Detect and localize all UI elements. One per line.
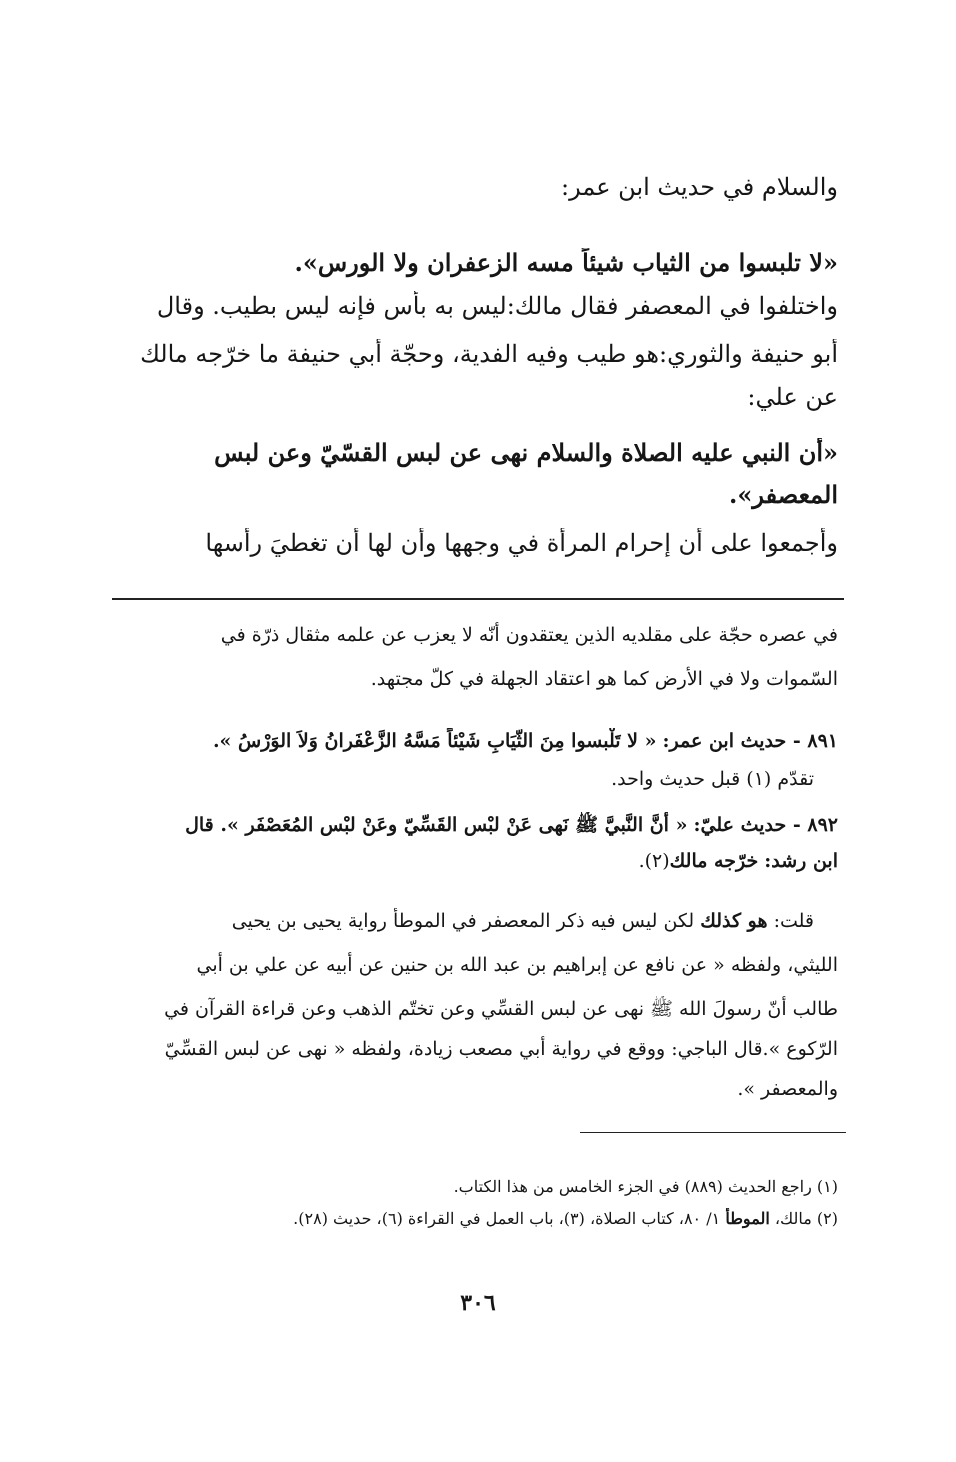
hadith-891: [213, 728, 838, 754]
main-line-5: عن علي:: [747, 383, 838, 411]
main-line-3: واختلفوا في المعصفر فقال مالك:ليس به بأس فإنه ليس بطيب. وقال: [156, 292, 838, 320]
hadith-quote-ibn-umar: «لا تلبسوا من الثياب شيئاً مسه الزعفران ولا الورس».: [294, 248, 838, 277]
footnote-2-muwatta: الموطأ: [725, 1209, 770, 1228]
page-number: ٣٠٦: [460, 1290, 496, 1316]
qultu-line-4: الرّكوع ».قال الباجي: ووقع في رواية أبي مصعب زيادة، ولفظه « نهى عن لبس القسِّيّ: [164, 1038, 838, 1060]
hadith-891-text: « لا تَلْبسوا مِنَ الثّيَابِ شَيْئاً مَسَّهُ الزَّعْفَرانُ وَلاَ الوَرْسُ ».: [212, 730, 657, 752]
footnote-2-a: (٢) مالك،: [774, 1209, 838, 1228]
ibn-rushd-label: ابن رشد:: [764, 850, 838, 872]
kharrajahu-malik: خرّجه مالك: [669, 850, 759, 872]
hadith-892-text: « أَنَّ النَّبيَّ ﷺ نَهى عَنْ لبْس القَسِّيّ وعَنْ لبْس المُعَصْفَر ». قال: [185, 814, 688, 836]
footnote-1: (١) راجع الحديث (٨٨٩) في الجزء الخامس من هذا الكتاب.: [453, 1177, 838, 1196]
footnote-2: [293, 1208, 838, 1230]
commentary-line-2: السّموات ولا في الأرض كما هو اعتقاد الجهلة في كلّ مجتهد.: [370, 668, 838, 690]
hadith-892-heading: ٨٩٢ - حديث عليّ:: [693, 814, 838, 836]
qultu-line-5: والمعصفر ».: [737, 1078, 838, 1100]
qultu-line-3: طالب أنّ رسولَ الله ﷺ نهى عن لبس القسِّي وعن تختّم الذهب وعن قراءة القرآن في: [164, 998, 838, 1020]
hadith-891-heading: ٨٩١ - حديث ابن عمر:: [662, 730, 838, 752]
footnote-separator: [580, 1132, 846, 1133]
hadith-892-line-2: [639, 848, 838, 874]
footnote-ref-2: (٢).: [638, 850, 670, 872]
qultu-line-1-rest: لكن ليس فيه ذكر المعصفر في الموطأ رواية يحيى بن يحيى: [231, 910, 695, 932]
qultu-line-2: الليثي، ولفظه « عن نافع عن إبراهيم بن عبد الله بن حنين عن أبيه عن علي بن أبي: [196, 954, 838, 976]
hadith-892: [185, 812, 838, 838]
qultu-line-1: [232, 908, 814, 934]
hadith-quote-ali-end: المعصفر».: [729, 480, 838, 509]
main-line-1: والسلام في حديث ابن عمر:: [561, 173, 838, 201]
footnote-2-c: ١/ ٨٠، كتاب الصلاة، (٣)، باب العمل في القراءة (٦)، حديث (٢٨).: [293, 1209, 721, 1228]
hadith-quote-ali: «أن النبي عليه الصلاة والسلام نهى عن لبس القسّيّ وعن لبس: [214, 438, 838, 467]
huwa-kadhalik: هو كذلك: [700, 910, 768, 932]
commentary-line-1: في عصره حجّة على مقلديه الذين يعتقدون أنّه لا يعزب عن علمه مثقال ذرّة في: [220, 624, 838, 646]
main-line-8: وأجمعوا على أن إحرام المرأة في وجهها وأن لها أن تغطيَ رأسها: [205, 529, 838, 557]
hadith-891-note: تقدّم (١) قبل حديث واحد.: [611, 768, 814, 790]
qultu-label: قلت:: [773, 910, 814, 932]
section-divider: [112, 598, 844, 600]
main-line-4: أبو حنيفة والثوري:هو طيب وفيه الفدية، وحجّة أبي حنيفة ما خرّجه مالك: [140, 340, 838, 368]
